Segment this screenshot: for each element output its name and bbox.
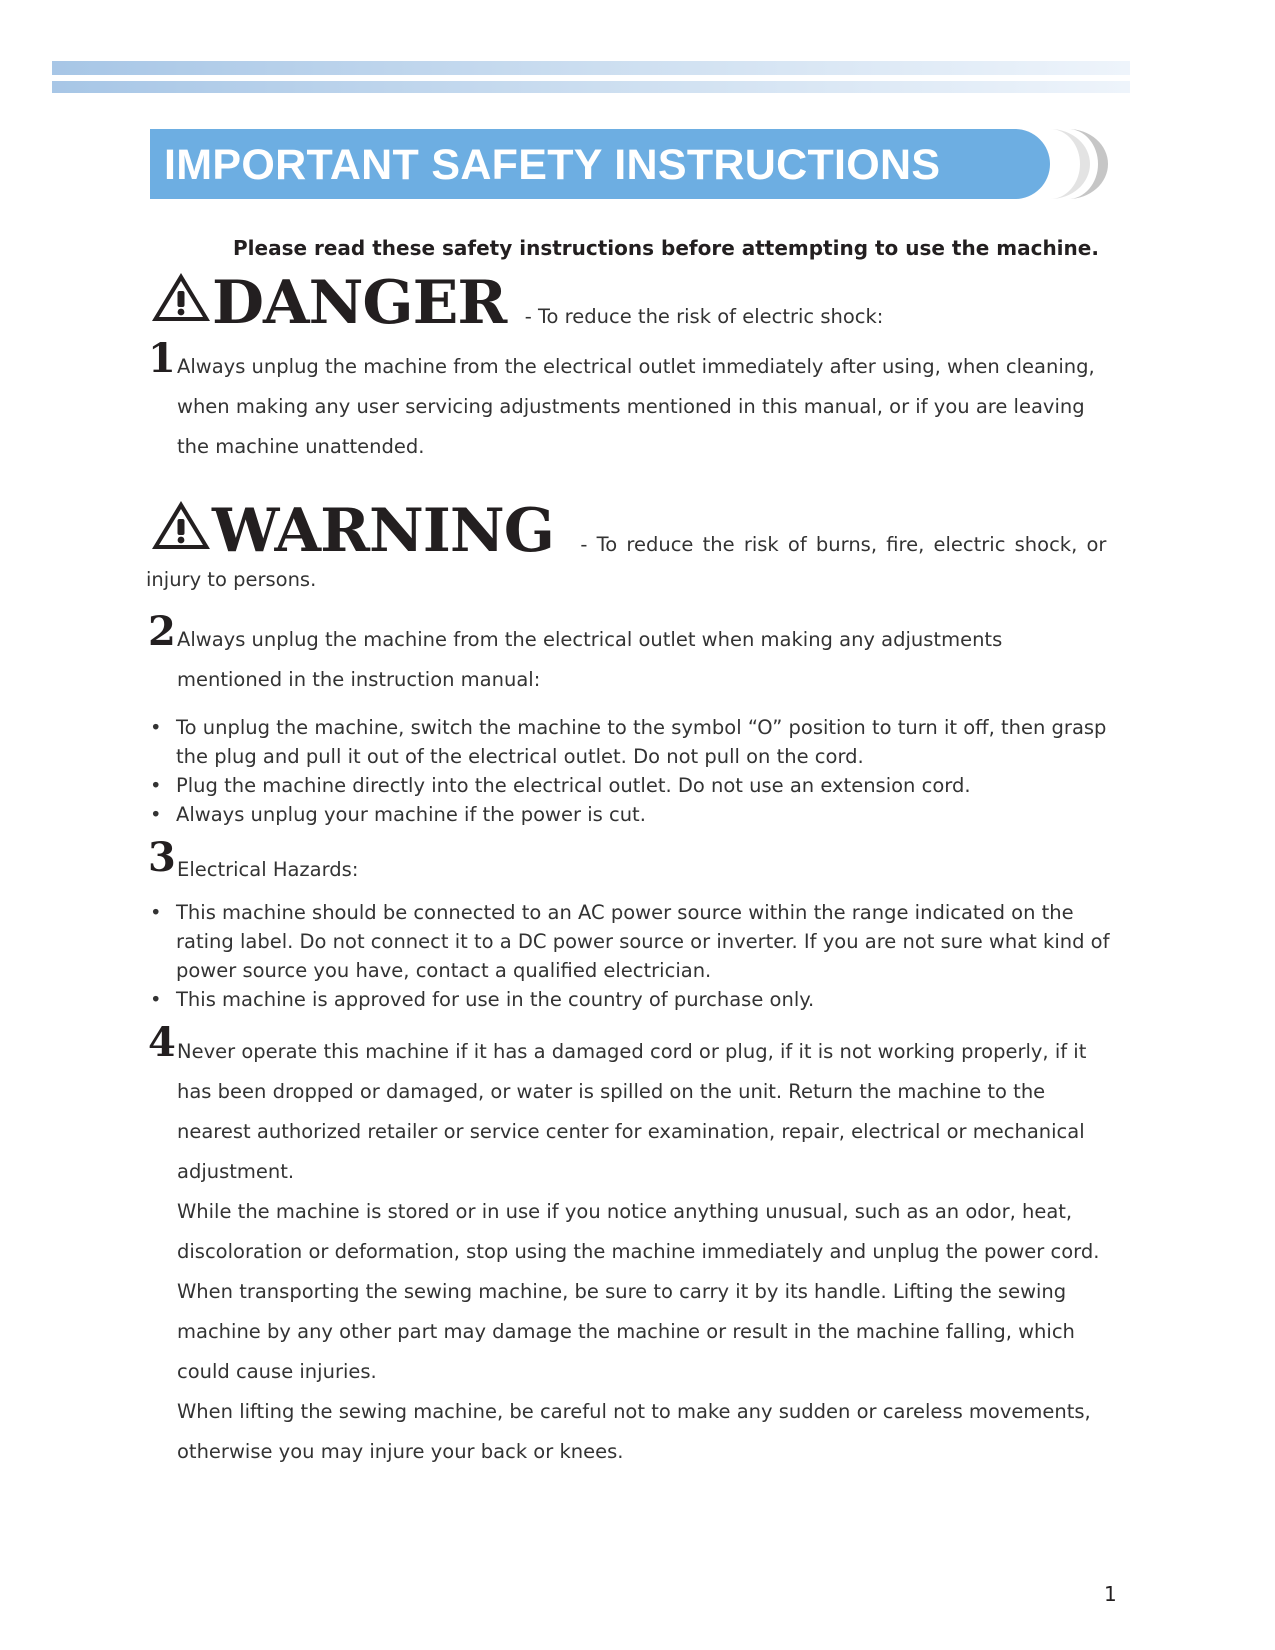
item-number-1: 1 — [148, 335, 176, 382]
list-item: • This machine should be connected to an AC power source within the range indicated on the rating label. Do not connect it to a DC power source or inverter. If you are not sure what kind of power source you have, contact a qualified electrician. — [150, 898, 1130, 985]
item-4-paragraph-3: When transporting the sewing machine, be sure to carry it by its handle. Lifting the sewing machine by any other part may damage the machine or result in the machine falling, which could cause injuries. — [177, 1280, 1075, 1383]
warning-triangle-icon — [150, 271, 212, 323]
banner-crescent-icon — [1048, 129, 1128, 199]
warning-heading — [150, 496, 1106, 566]
item-1-text: Always unplug the machine from the electrical outlet immediately after using, when cleaning, when making any user servicing adjustments mentioned in this manual, or if you are leaving the machine unattended. — [177, 355, 1095, 458]
page-title: IMPORTANT SAFETY INSTRUCTIONS — [164, 141, 941, 189]
item-3-heading: Electrical Hazards: — [177, 858, 359, 881]
item-3-bullet-list — [150, 898, 1130, 1014]
intro-text: Please read these safety instructions before attempting to use the machine. — [233, 236, 1099, 260]
item-4-paragraph-2: While the machine is stored or in use if you notice anything unusual, such as an odor, heat, discoloration or deformation, stop using the machine immediately and unplug the power cord. — [177, 1200, 1100, 1263]
item-2-bullet-list — [150, 713, 1130, 829]
item-number-4: 4 — [148, 1019, 176, 1066]
item-number-3: 3 — [148, 834, 176, 881]
page-number: 1 — [1104, 1582, 1117, 1606]
warning-description-continued: injury to persons. — [146, 568, 317, 591]
item-2-text: Always unplug the machine from the electrical outlet when making any adjustments mentioned in the instruction manual: — [177, 628, 1003, 691]
danger-label: DANGER — [212, 268, 507, 338]
list-item: • Always unplug your machine if the power is cut. — [150, 800, 1130, 829]
header-stripe-top — [52, 61, 1130, 75]
item-number-2: 2 — [148, 608, 176, 655]
item-4-paragraph-4: When lifting the sewing machine, be careful not to make any sudden or careless movements, otherwise you may injure your back or knees. — [177, 1400, 1091, 1463]
list-item: • To unplug the machine, switch the machine to the symbol “O” position to turn it off, then grasp the plug and pull it out of the electrical outlet. Do not pull on the cord. — [150, 713, 1130, 771]
warning-label: WARNING — [212, 496, 554, 566]
item-4-paragraph-1: Never operate this machine if it has a damaged cord or plug, if it is not working properly, if it has been dropped or damaged, or water is spilled on the unit. Return the machine to the nearest authorized retailer or service center for examination, repair, electrical or mechanical adjustment. — [177, 1040, 1087, 1183]
warning-triangle-icon — [150, 499, 212, 551]
item-4-text — [177, 1032, 1112, 1472]
danger-heading — [150, 268, 883, 338]
danger-description: - To reduce the risk of electric shock: — [524, 305, 884, 328]
title-banner — [150, 129, 1050, 199]
list-item: • Plug the machine directly into the electrical outlet. Do not use an extension cord. — [150, 771, 1130, 800]
list-item: • This machine is approved for use in the country of purchase only. — [150, 985, 1130, 1014]
header-stripe-bottom — [52, 81, 1130, 93]
warning-description: - To reduce the risk of burns, fire, electric shock, or — [580, 533, 1107, 556]
